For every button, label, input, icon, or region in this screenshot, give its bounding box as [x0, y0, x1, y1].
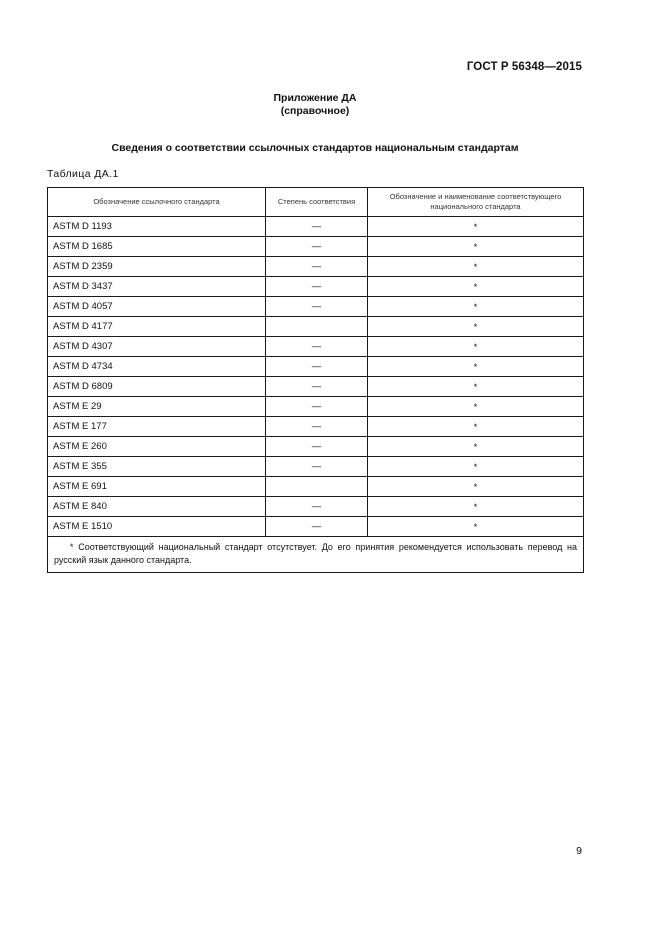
cell-national: * [368, 377, 584, 397]
cell-degree: — [266, 397, 368, 417]
cell-standard: ASTM E 177 [48, 417, 266, 437]
cell-degree: — [266, 417, 368, 437]
table-row [48, 337, 584, 357]
cell-degree: — [266, 297, 368, 317]
appendix-title: Приложение ДА [273, 92, 357, 104]
cell-standard: ASTM E 1510 [48, 517, 266, 537]
cell-standard: ASTM E 260 [48, 437, 266, 457]
table-row [48, 237, 584, 257]
cell-national: * [368, 437, 584, 457]
table-row [48, 317, 584, 337]
cell-degree: — [266, 337, 368, 357]
cell-national: * [368, 337, 584, 357]
cell-national: * [368, 357, 584, 377]
table-row [48, 217, 584, 237]
table-row [48, 397, 584, 417]
cell-national: * [368, 457, 584, 477]
cell-standard: ASTM E 355 [48, 457, 266, 477]
cell-national: * [368, 317, 584, 337]
table-row [48, 437, 584, 457]
column-header-degree: Степень соответствия [266, 188, 368, 217]
cell-degree [266, 477, 368, 497]
cell-national: * [368, 217, 584, 237]
reference-standards-table [47, 187, 584, 573]
cell-degree: — [266, 457, 368, 477]
cell-degree: — [266, 357, 368, 377]
table-row [48, 257, 584, 277]
cell-standard: ASTM D 1685 [48, 237, 266, 257]
cell-standard: ASTM D 1193 [48, 217, 266, 237]
appendix-subtitle: (справочное) [280, 105, 350, 117]
table-row [48, 497, 584, 517]
table-footnote: * Соответствующий национальный стандарт отсутствует. До его принятия рекомендуется использовать перевод на русский язык данного стандарта. [48, 537, 584, 573]
section-title: Сведения о соответствии ссылочных стандартов национальным стандартам [111, 142, 519, 154]
cell-standard: ASTM D 6809 [48, 377, 266, 397]
table-row [48, 377, 584, 397]
cell-standard: ASTM D 4734 [48, 357, 266, 377]
table-footnote-row [48, 537, 584, 573]
cell-degree: — [266, 497, 368, 517]
cell-national: * [368, 397, 584, 417]
cell-standard: ASTM D 4177 [48, 317, 266, 337]
cell-degree: — [266, 217, 368, 237]
cell-standard: ASTM D 4307 [48, 337, 266, 357]
cell-degree: — [266, 257, 368, 277]
table-row [48, 297, 584, 317]
page-number: 9 [576, 845, 582, 857]
column-header-standard: Обозначение ссылочного стандарта [48, 188, 266, 217]
cell-national: * [368, 257, 584, 277]
cell-national: * [368, 477, 584, 497]
cell-standard: ASTM D 4057 [48, 297, 266, 317]
cell-standard: ASTM D 3437 [48, 277, 266, 297]
table-row [48, 357, 584, 377]
cell-national: * [368, 277, 584, 297]
cell-national: * [368, 417, 584, 437]
table-row [48, 517, 584, 537]
column-header-national: Обозначение и наименование соответствующего национального стандарта [368, 188, 584, 217]
cell-standard: ASTM E 691 [48, 477, 266, 497]
cell-degree: — [266, 237, 368, 257]
cell-standard: ASTM E 840 [48, 497, 266, 517]
cell-national: * [368, 237, 584, 257]
cell-degree [266, 317, 368, 337]
table-row [48, 457, 584, 477]
cell-national: * [368, 297, 584, 317]
cell-national: * [368, 497, 584, 517]
cell-degree: — [266, 517, 368, 537]
cell-degree: — [266, 437, 368, 457]
cell-degree: — [266, 377, 368, 397]
table-caption: Таблица ДА.1 [47, 168, 119, 180]
table-body [48, 217, 584, 573]
table-row [48, 417, 584, 437]
table-row [48, 277, 584, 297]
table-header-row [48, 188, 584, 217]
cell-national: * [368, 517, 584, 537]
cell-standard: ASTM E 29 [48, 397, 266, 417]
cell-degree: — [266, 277, 368, 297]
document-code: ГОСТ Р 56348—2015 [466, 61, 582, 73]
table-row [48, 477, 584, 497]
cell-standard: ASTM D 2359 [48, 257, 266, 277]
